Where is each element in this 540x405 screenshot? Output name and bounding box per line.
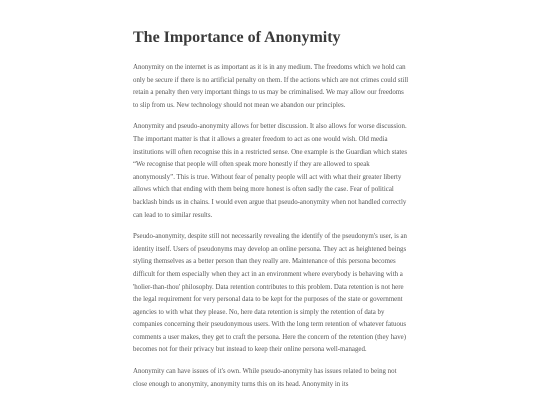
article-title: The Importance of Anonymity [133, 29, 341, 46]
article-paragraph: Anonymity can have issues of it's own. While pseudo-anonymity has issues related to being not close enough to anonymity, anonymity turns this on its head. Anonymity in its [133, 368, 397, 388]
article [133, 27, 409, 400]
article-paragraph: Anonymity on the internet is as important as it is in any medium. The freedoms which we hold can only be secure if there is no artificial penalty on them. If the actions which are not crimes could still retain a penalty then very important things to us may be criminalised. We may allow our freedoms to slip from us. New technology should not mean we abandon our principles. [133, 64, 409, 109]
article-paragraph: Anonymity and pseudo-anonymity allows for better discussion. It also allows for worse discussion. The important matter is that it allows a greater freedom to act as one would wish. Old media institutions will often recognise this in a restricted sense. One example is the Guardian which states “We recognise that people will often speak more honestly if they are allowed to speak anonymously”. This is true. Without fear of penalty people will act with what their greater liberty allows which that ending with them being more honest is often sadly the case. Fear of political backlash binds us in chains. I would even argue that pseudo-anonymity when not handled correctly can lead to to similar results. [133, 123, 408, 219]
article-paragraph: Pseudo-anonymity, despite still not necessarily revealing the identify of the pseudonym's user, is an identity itself. Users of pseudonyms may develop an online persona. They act as heightened beings styling themselves as a better person than they really are. Maintenance of this persona becomes difficult for them especially when they act in an environment where everybody is behaving with a 'holier-than-thou' philosophy. Data retention contributes to this problem. Data retention is not here the legal requirement for very personal data to be kept for the purposes of the state or government agencies to with what they please. No, here data retention is simply the retention of data by companies concerning their pseudonymous users. With the long term retention of whatever fatuous comments a user makes, they get to craft the persona. Here the concern of the retention (they have) becomes not for their privacy but instead to keep their online persona well-managed. [133, 233, 407, 354]
